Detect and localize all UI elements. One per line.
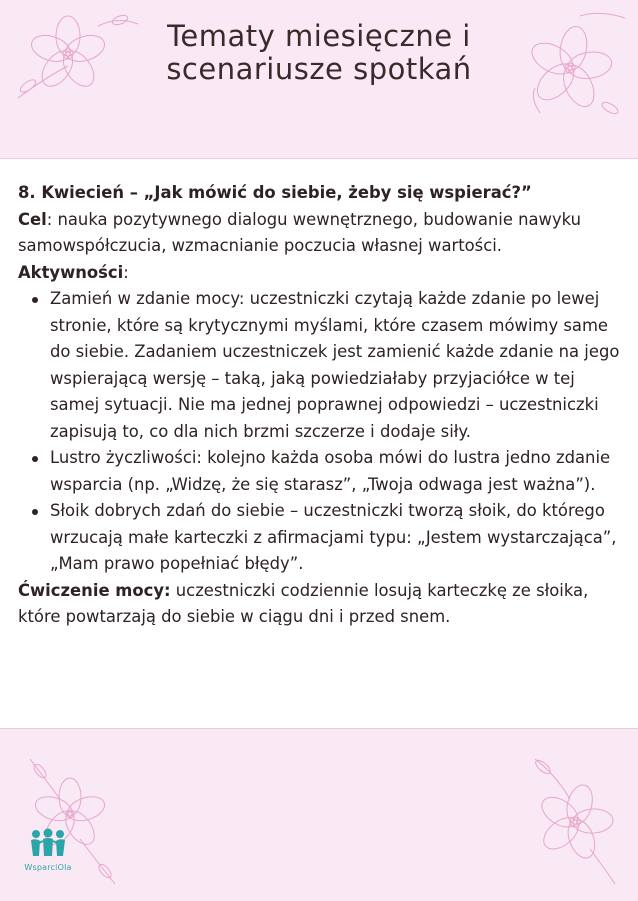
goal-text: : nauka pozytywnego dialogu wewnętrznego, budowanie nawyku samowspółczucia, wzmacnianie poczucia własnej wartości.: [18, 209, 582, 255]
list-item: Lustro życzliwości: kolejno każda osoba mówi do lustra jedno zdanie wsparcia (np. „Widzę, że się starasz”, „Twoja odwaga jest ważna”).: [50, 445, 620, 498]
exercise-paragraph: [18, 578, 620, 631]
exercise-text: uczestniczki codziennie losują karteczkę ze słoika, które powtarzają do siebie w ciągu dni i przed snem.: [18, 580, 589, 626]
activities-list: [18, 286, 620, 578]
activities-label: Aktywności: [18, 262, 124, 282]
list-item: Słoik dobrych zdań do siebie – uczestniczki tworzą słoik, do którego wrzucają małe karteczki z afirmacjami typu: „Jestem wystarczająca”, „Mam prawo popełniać błędy”.: [50, 498, 620, 578]
page-title: [90, 20, 548, 86]
logo-people-icon: [28, 828, 68, 858]
section-heading: 8. Kwiecień – „Jak mówić do siebie, żeby się wspierać?”: [18, 183, 532, 202]
title-line-1: Tematy miesięczne i: [167, 19, 471, 53]
logo-text: WsparciOla: [24, 863, 72, 872]
list-item: Zamień w zdanie mocy: uczestniczki czytają każde zdanie po lewej stronie, które są krytycznymi myślami, które czasem mówimy same do siebie. Zadaniem uczestniczek jest zamienić każde zdanie na jego wspierającą wersję – taką, jaką powiedziałaby przyjaciółce w tej samej sytuacji. Nie ma jednej poprawnej odpowiedzi – uczestniczki zapisują to, co dla nich brzmi szczerze i dodaje siły.: [50, 286, 620, 445]
goal-label: Cel: [18, 209, 47, 229]
exercise-label: Ćwiczenie mocy:: [18, 580, 171, 600]
main-content: [18, 180, 620, 631]
flower-icon: [515, 749, 630, 889]
footer-band: [0, 728, 638, 901]
goal-paragraph: [18, 207, 620, 260]
activities-heading: Aktywności:: [18, 262, 129, 282]
title-line-2: scenariusze spotkań: [166, 52, 472, 86]
header-band: [0, 0, 638, 159]
logo: [22, 828, 74, 872]
